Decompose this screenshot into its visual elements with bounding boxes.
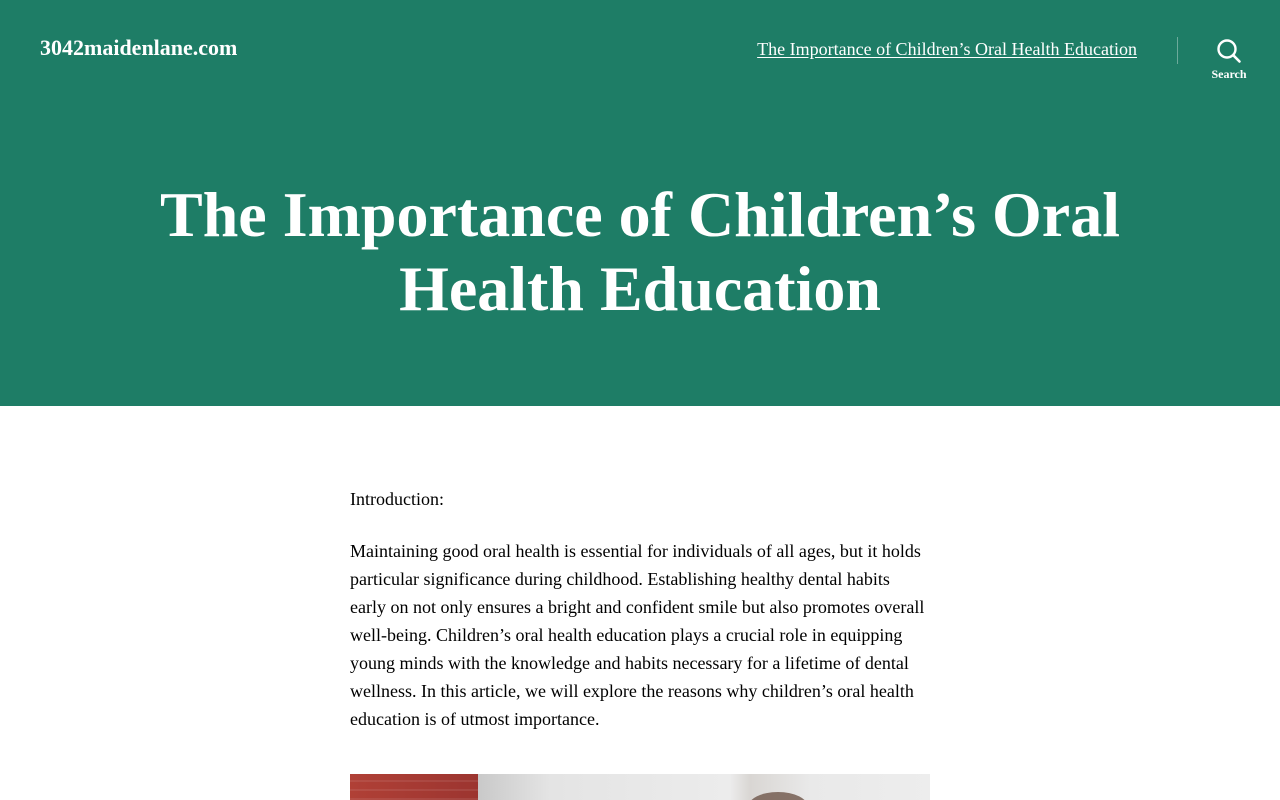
search-toggle-button[interactable]: [1200, 36, 1258, 84]
person-hair-image-region: [748, 792, 808, 800]
brick-wall-image-region: [350, 774, 478, 800]
intro-body-paragraph: Maintaining good oral health is essential for individuals of all ages, but it holds particular significance during childhood. Establishing healthy dental habits early on not only ensures a bright and confident smile but also promotes overall well-being. Children’s oral health education plays a crucial role in equipping young minds with the knowledge and habits necessary for a lifetime of dental wellness. In this article, we will explore the reasons why children’s oral health education is of utmost importance.: [350, 541, 925, 729]
featured-image: [350, 774, 930, 800]
post-content: [350, 485, 930, 757]
page-title: The Importance of Children’s Oral Health Education: [160, 179, 1120, 324]
header-divider: [1177, 37, 1178, 64]
intro-heading-paragraph: Introduction:: [350, 489, 444, 509]
search-icon: [1200, 38, 1258, 64]
nav-link-post[interactable]: The Importance of Children’s Oral Health Education: [757, 39, 1137, 59]
search-label: Search: [1211, 67, 1247, 81]
site-title-link[interactable]: 3042maidenlane.com: [40, 35, 238, 60]
